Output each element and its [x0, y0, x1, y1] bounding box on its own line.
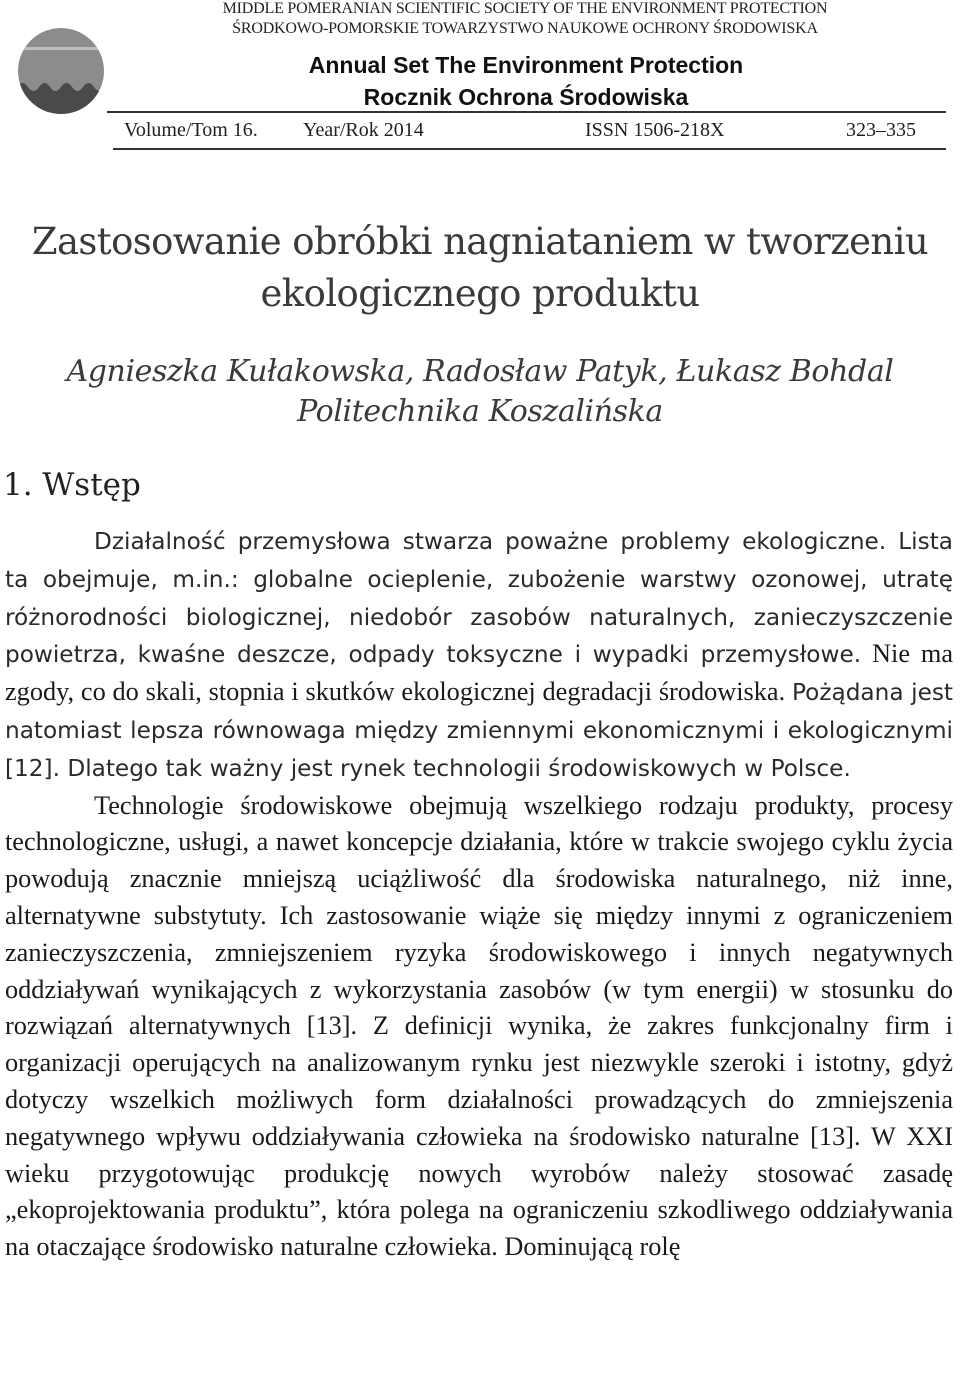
- issn-info: ISSN 1506-218X: [585, 119, 725, 141]
- paragraph-1-part-c: Pożądana jest natomiast lepsza równowaga między zmiennymi ekonomicznymi i ekologicznymi [12]. Dlatego tak ważny jest rynek technologii środowiskowych w Polsce.: [5, 679, 954, 782]
- article-title-line2: ekologicznego produktu: [260, 272, 700, 315]
- body-paragraph-2: Technologie środowiskowe obejmują wszelkiego rodzaju produkty, procesy technologiczne, usługi, a nawet koncepcje działania, które w trakcie swojego cyklu życia powodują znacznie mniejszą uciążliwość dla środowiska naturalnego, niż inne, alternatywne substytuty. Ich zastosowanie wiąże się między innymi z ograniczeniem zanieczyszczenia, zmniejszeniem ryzyka środowiskowego i innych negatywnych oddziaływań wynikających z wykorzystania zasobów (w tym energii) w stosunku do rozwiązań alternatywnych [13]. Z definicji wynika, że zakres funkcjonalny firm i organizacji operujących na analizowanym rynku jest niezwykle szeroki i istotny, gdyż dotyczy wszelkich możliwych form działalności prowadzących do zmniejszenia negatywnego wpływu oddziaływania człowieka na środowisko naturalne [13]. W XXI wieku przygotowując produkcję nowych wyrobów należy stosować zasadę „ekoprojektowania produktu”, która polega na ograniczeniu szkodliwego oddziaływania na otaczające środowisko naturalne człowieka. Dominującą rolę: [5, 790, 953, 1262]
- journal-title-en: Annual Set The Environment Protection: [308, 52, 744, 78]
- society-name-pl: ŚRODKOWO-POMORSKIE TOWARZYSTWO NAUKOWE OCHRONY ŚRODOWISKA: [232, 20, 818, 37]
- year-info: Year/Rok 2014: [303, 119, 424, 141]
- author-affiliation: Politechnika Koszalińska: [297, 394, 663, 429]
- volume-info: Volume/Tom 16.: [124, 119, 258, 141]
- article-title-line1: Zastosowanie obróbki nagniataniem w tworzeniu: [31, 220, 929, 263]
- society-logo-icon: [17, 27, 105, 115]
- section-heading: 1. Wstęp: [3, 467, 141, 503]
- society-name-en: MIDDLE POMERANIAN SCIENTIFIC SOCIETY OF THE ENVIRONMENT PROTECTION: [222, 0, 828, 17]
- body-paragraph-1: [5, 523, 953, 788]
- article-title: [0, 216, 960, 320]
- header-rule-bottom: [113, 148, 946, 150]
- journal-title-pl: Rocznik Ochrona Środowiska: [363, 84, 689, 110]
- page-range: 323–335: [846, 119, 916, 141]
- article-body: [5, 523, 953, 1266]
- article-authors: Agnieszka Kułakowska, Radosław Patyk, Łukasz Bohdal: [66, 354, 894, 389]
- header-rule-top: [107, 111, 946, 113]
- paragraph-1-part-a: Działalność przemysłowa stwarza poważne problemy ekologiczne. Lista ta obejmuje, m.in.: globalne ocieplenie, zubożenie warstwy ozonowej, utratę różnorodności biologicznej, niedobór zasobów naturalnych, zanieczyszczenie powietrza, kwaśne deszcze, odpady toksyczne i wypadki przemysłowe.: [5, 528, 953, 669]
- paragraph-1-part-b: Nie ma zgody, co do skali, stopnia i skutków ekologicznej degradacji środowiska.: [5, 639, 954, 707]
